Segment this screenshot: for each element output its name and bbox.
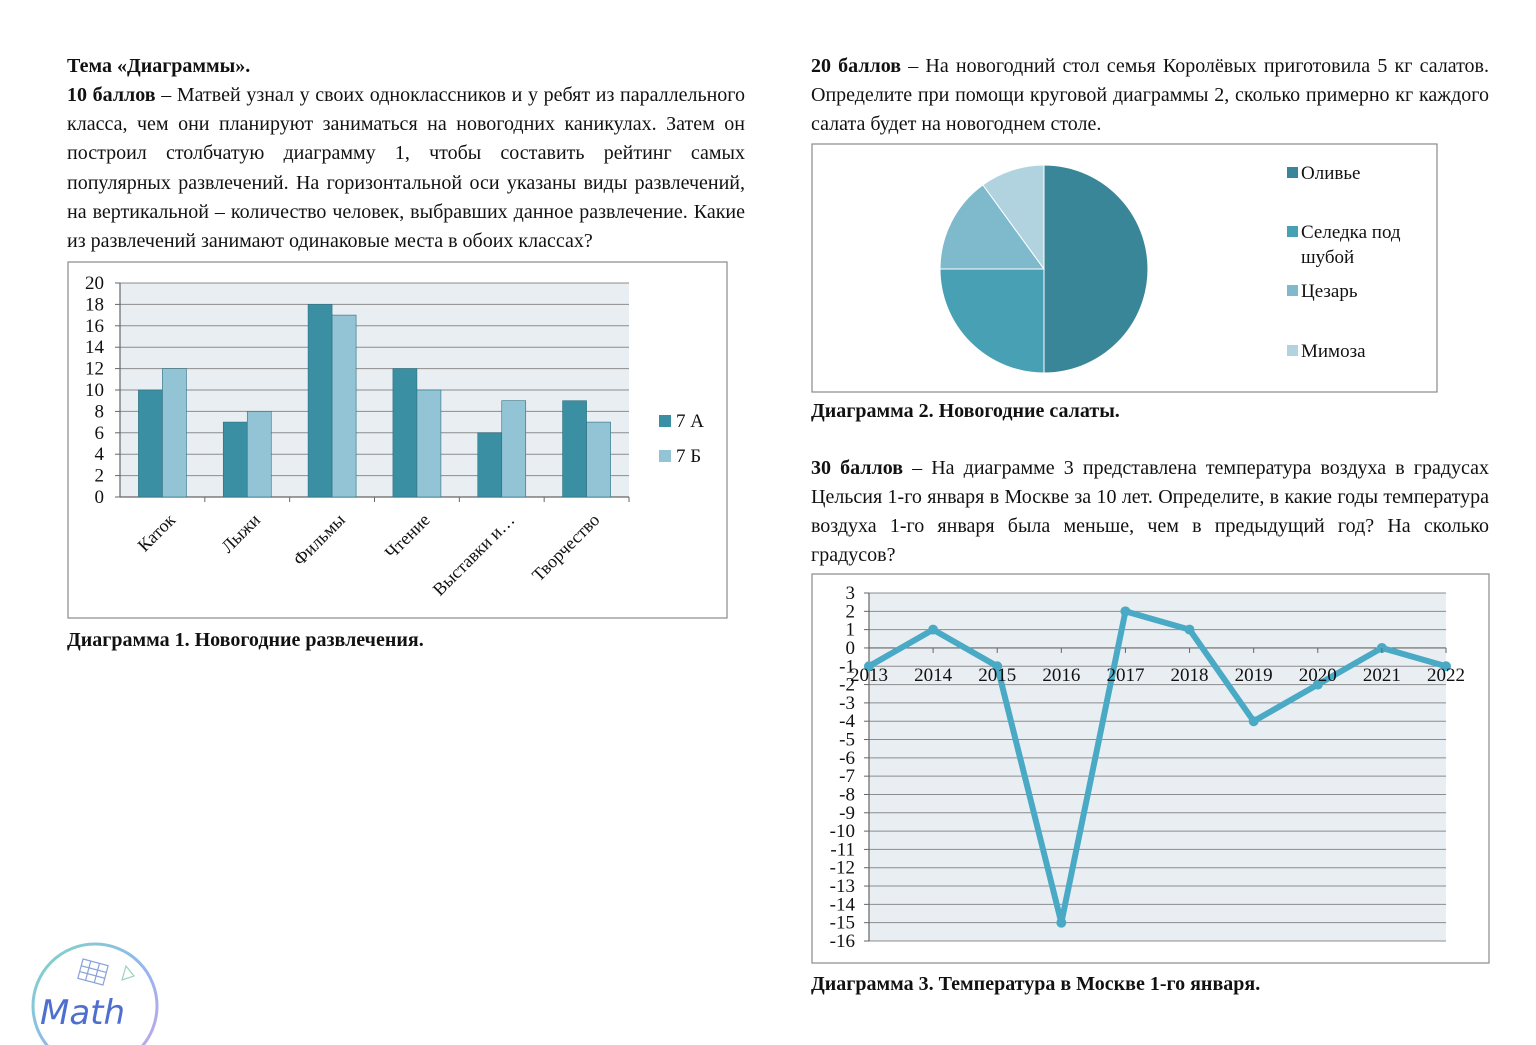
pie-legend-label: Селедка под шубой xyxy=(1301,221,1401,268)
line-x-tick-label: 2019 xyxy=(1234,665,1273,687)
line-y-tick-label: 3 xyxy=(845,583,855,605)
line-x-tick-label: 2020 xyxy=(1298,665,1337,687)
line-y-tick-label: -6 xyxy=(839,748,855,770)
caption-2: Диаграмма 2. Новогодние салаты. xyxy=(811,399,1120,422)
topic-title: Тема «Диаграммы». xyxy=(67,55,251,77)
bar-category-label: Творчество xyxy=(527,509,604,586)
line-x-tick-label: 2017 xyxy=(1106,665,1145,687)
bar-7b xyxy=(417,390,441,497)
task-1-text xyxy=(67,81,745,256)
right-column xyxy=(811,52,1489,997)
left-column xyxy=(67,52,745,653)
temperature-point xyxy=(1056,918,1066,928)
bar-7b xyxy=(162,369,186,497)
bar-category-label: Выставки и… xyxy=(428,509,519,600)
line-y-tick-label: -7 xyxy=(839,766,855,788)
pie-legend-label: Мимоза xyxy=(1301,340,1366,362)
line-chart xyxy=(811,573,1491,965)
bar-y-tick-label: 18 xyxy=(85,294,104,316)
bar-legend-label: 7 Б xyxy=(676,446,702,468)
bar-y-tick-label: 14 xyxy=(85,337,104,359)
temperature-point xyxy=(1185,625,1195,635)
bar-7b xyxy=(587,422,611,497)
bar-7b xyxy=(247,412,271,498)
task-1-points: 10 баллов xyxy=(67,84,156,106)
task-3-text xyxy=(811,454,1489,571)
line-x-tick-label: 2021 xyxy=(1362,665,1401,687)
line-y-tick-label: -15 xyxy=(829,913,855,935)
logo-graphic xyxy=(30,940,170,1045)
line-x-tick-label: 2018 xyxy=(1170,665,1209,687)
bar-7b xyxy=(332,315,356,497)
line-x-tick-label: 2013 xyxy=(850,665,888,687)
logo-grid-icon xyxy=(78,959,108,985)
bar-category-label: Каток xyxy=(133,509,180,556)
line-y-tick-label: -1 xyxy=(839,656,855,678)
bar-y-tick-label: 4 xyxy=(94,444,104,466)
pie-legend-label: Оливье xyxy=(1301,162,1361,184)
bar-chart xyxy=(67,261,729,621)
bar-7a xyxy=(223,422,247,497)
bar-7a xyxy=(393,369,417,497)
task-2-text xyxy=(811,52,1489,140)
logo-triangle-icon xyxy=(122,966,134,980)
bar-y-tick-label: 20 xyxy=(85,273,104,295)
line-x-tick-label: 2015 xyxy=(978,665,1017,687)
line-y-tick-label: -14 xyxy=(829,894,855,916)
task-3-body: – На диаграмме 3 представлена температура воздуха в градусах Цельсия 1-го января в Москве за 10 лет. Определите, в какие годы температура воздуха 1-го января была меньше, чем в предыдущий год? На сколько градусов? xyxy=(811,456,1490,567)
bar-legend-swatch xyxy=(659,415,671,427)
line-y-tick-label: -4 xyxy=(839,711,855,733)
line-y-tick-label: -12 xyxy=(829,858,855,880)
pie-legend-swatch xyxy=(1287,285,1298,296)
temperature-point xyxy=(928,625,938,635)
line-y-tick-label: -11 xyxy=(830,839,855,861)
bar-y-tick-label: 12 xyxy=(85,358,104,380)
pie-legend-swatch xyxy=(1287,167,1298,178)
bar-y-tick-label: 0 xyxy=(94,487,104,509)
line-y-tick-label: -10 xyxy=(829,821,855,843)
line-y-tick-label: 2 xyxy=(845,601,855,623)
bar-7a xyxy=(478,433,502,497)
line-y-tick-label: -9 xyxy=(839,803,855,825)
bar-y-tick-label: 16 xyxy=(85,316,104,338)
bar-y-tick-label: 8 xyxy=(94,401,104,423)
pie-legend-label: Цезарь xyxy=(1301,280,1358,302)
bar-y-tick-label: 2 xyxy=(94,465,104,487)
line-x-tick-label: 2022 xyxy=(1427,665,1465,687)
caption-3: Диаграмма 3. Температура в Москве 1-го января. xyxy=(811,973,1261,996)
line-y-tick-label: -13 xyxy=(829,876,855,898)
task-2-points: 20 баллов xyxy=(811,55,902,77)
line-x-tick-label: 2016 xyxy=(1042,665,1081,687)
line-y-tick-label: -8 xyxy=(839,784,855,806)
line-y-tick-label: 0 xyxy=(845,638,855,660)
pie-legend-swatch xyxy=(1287,345,1298,356)
pie-legend-swatch xyxy=(1287,226,1298,237)
line-y-tick-label: -2 xyxy=(839,675,855,697)
bar-category-label: Чтение xyxy=(380,509,434,563)
bar-7a xyxy=(308,305,332,498)
bar-7a xyxy=(138,390,162,497)
pie-chart xyxy=(811,143,1439,395)
line-y-tick-label: -5 xyxy=(839,729,855,751)
math-logo xyxy=(30,940,170,1045)
temperature-point xyxy=(1120,607,1130,617)
caption-1: Диаграмма 1. Новогодние развлечения. xyxy=(67,629,424,652)
task-2-body: – На новогодний стол семья Королёвых приготовила 5 кг салатов. Определите при помощи круговой диаграммы 2, сколько примерно кг каждого салата будет на новогоднем столе. xyxy=(811,55,1490,136)
bar-category-label: Лыжи xyxy=(217,509,265,557)
bar-y-tick-label: 10 xyxy=(85,380,104,402)
line-y-tick-label: -3 xyxy=(839,693,855,715)
task-3-points: 30 баллов xyxy=(811,456,904,479)
temperature-point xyxy=(1249,717,1259,727)
task-1-body: – Матвей узнал у своих одноклассников и у ребят из параллельного класса, чем они планируют заниматься на новогодних каникулах. Затем он построил столбчатую диаграмму 1, чтобы составить рейтинг самых популярных развлечений. На горизонтальной оси указаны виды развлечений, на вертикальной – количество человек, выбравших данное развлечение. Какие из развлечений занимают одинаковые места в обоих классах? xyxy=(67,84,746,253)
line-y-tick-label: 1 xyxy=(845,620,855,642)
bar-7b xyxy=(502,401,526,497)
bar-legend-swatch xyxy=(659,450,671,462)
line-y-tick-label: -16 xyxy=(829,931,855,953)
bar-category-label: Фильмы xyxy=(289,509,349,570)
bar-legend-label: 7 А xyxy=(676,411,704,433)
bar-y-tick-label: 6 xyxy=(94,423,104,445)
logo-text: Math xyxy=(40,993,126,1033)
line-x-tick-label: 2014 xyxy=(914,665,953,687)
bar-7a xyxy=(563,401,587,497)
